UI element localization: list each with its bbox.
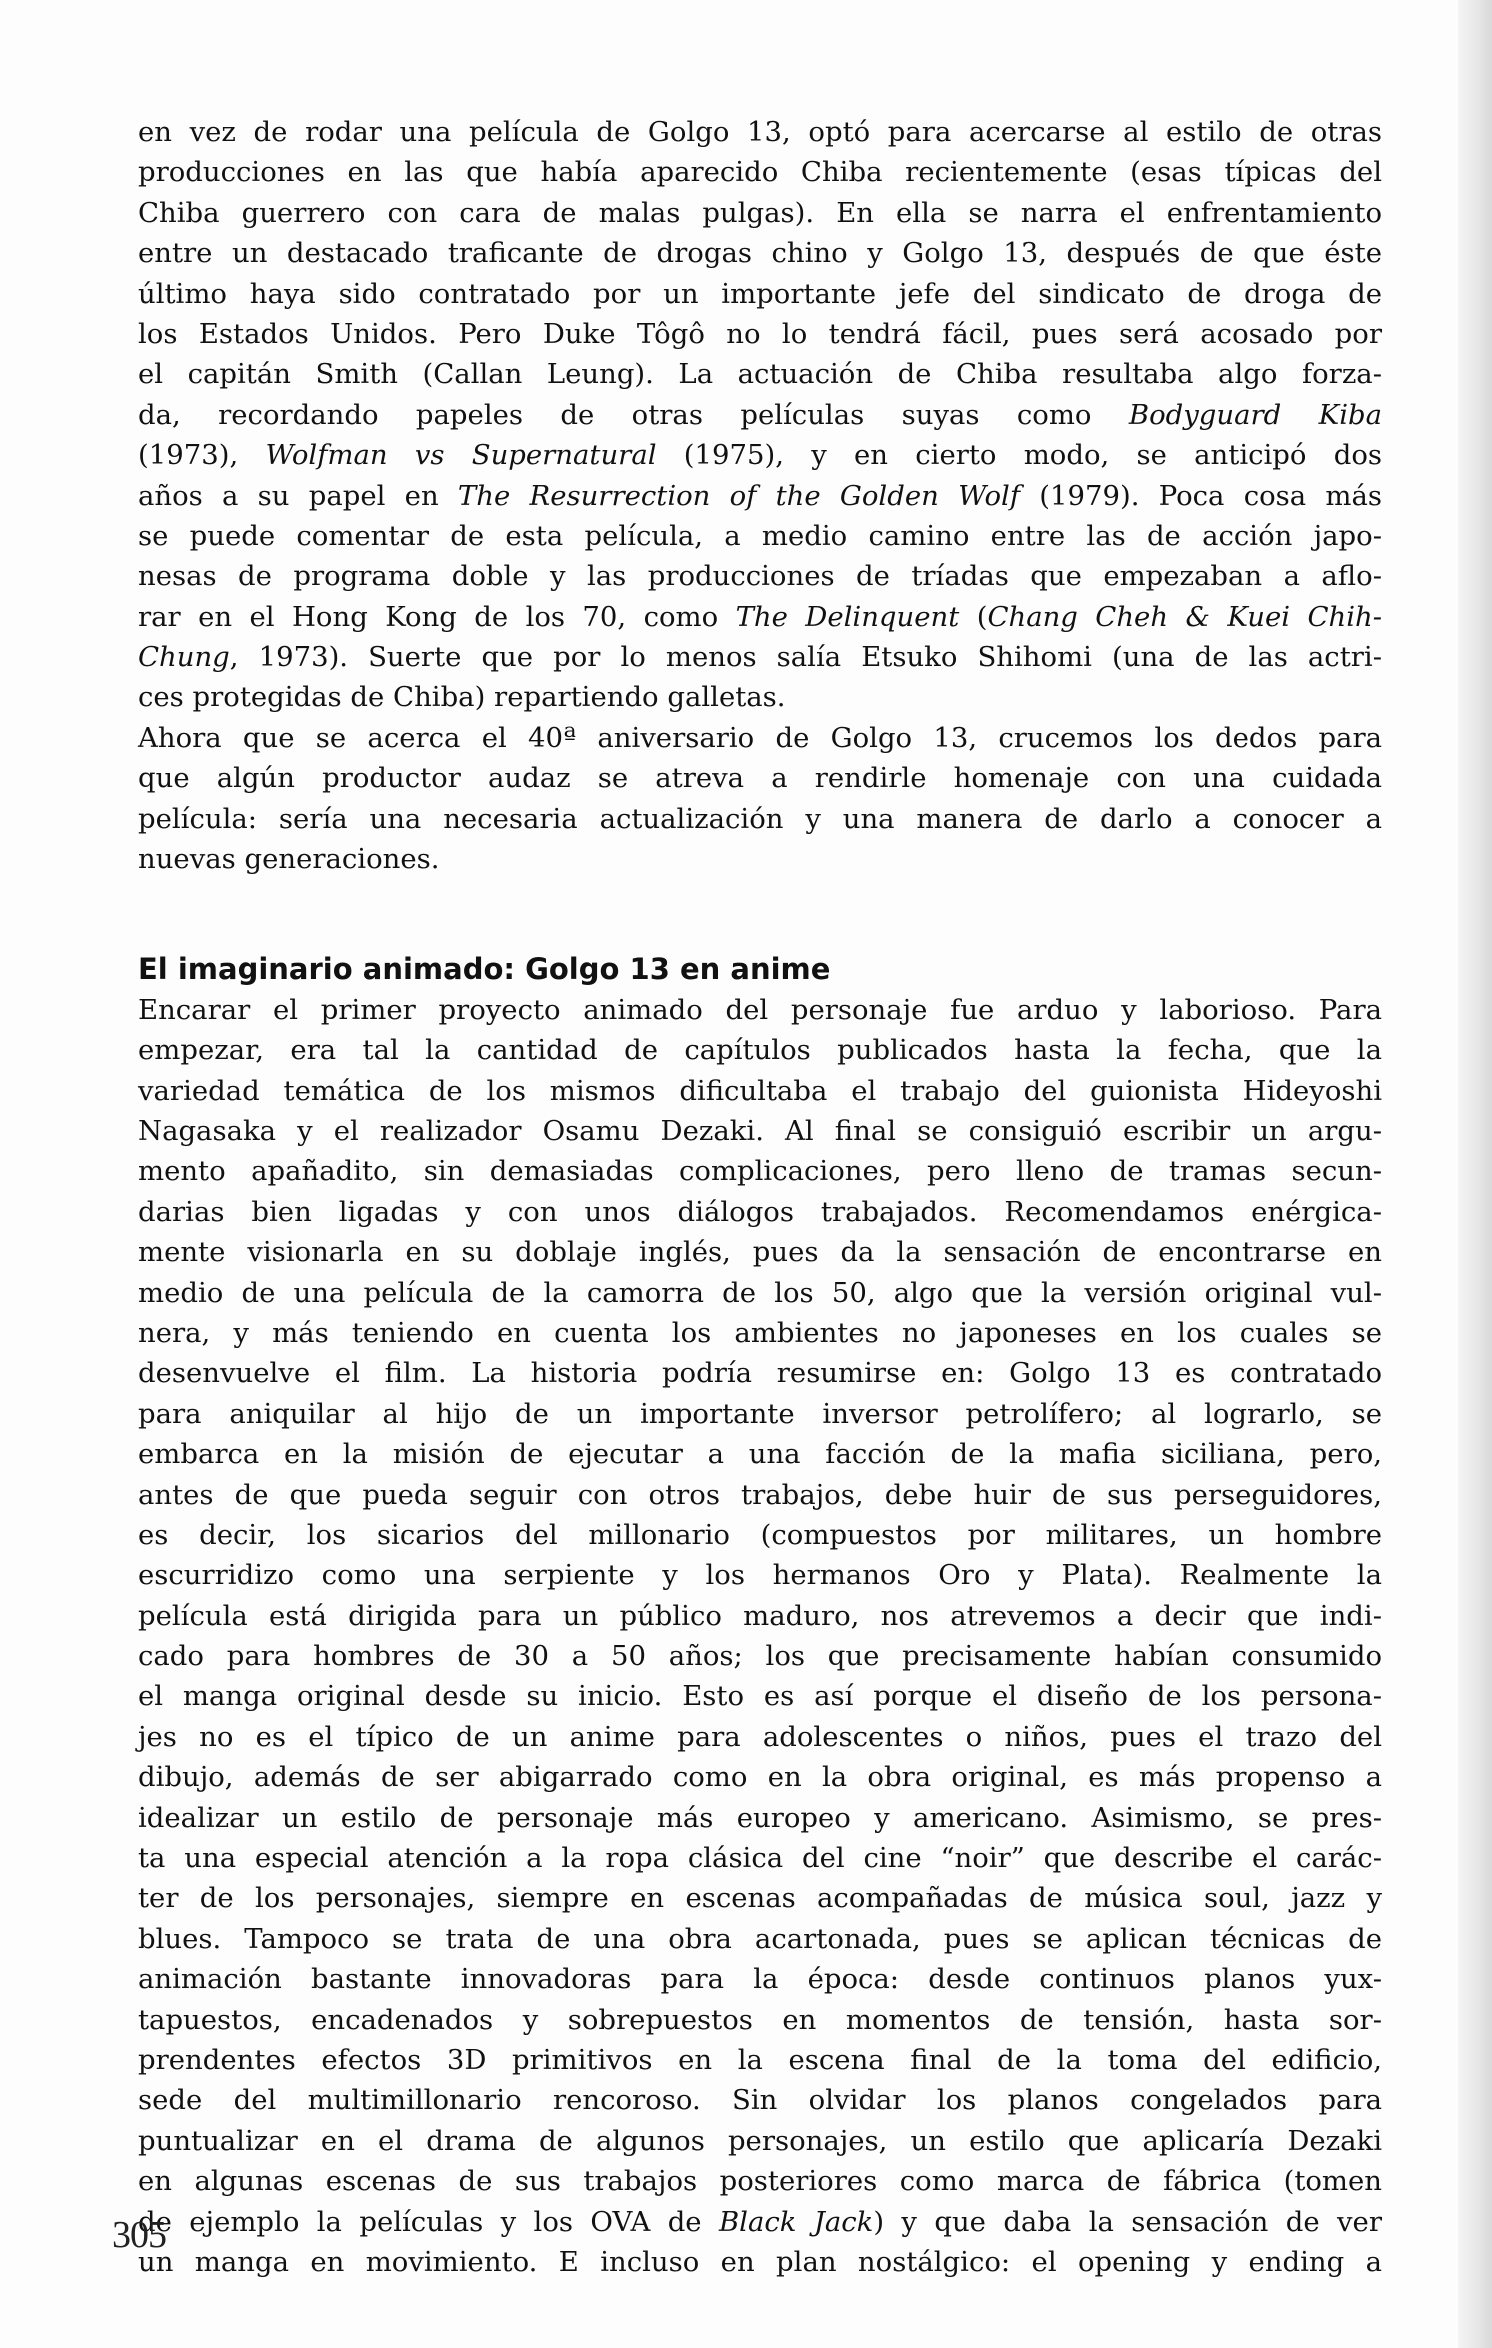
text-line: Chiba guerrero con cara de malas pulgas). En ella se narra el enfrentamiento bbox=[138, 196, 1382, 229]
text-line: de ejemplo la películas y los OVA de Black Jack) y que daba la sensación de ver bbox=[138, 2205, 1382, 2238]
text-line: ta una especial atención a la ropa clásica del cine “noir” que describe el carác- bbox=[138, 1842, 1382, 1875]
text-column bbox=[138, 112, 1382, 2282]
text-line: último haya sido contratado por un importante jefe del sindicato de droga de bbox=[138, 277, 1382, 310]
text-line: Chung, 1973). Suerte que por lo menos salía Etsuko Shihomi (una de las actri- bbox=[138, 641, 1382, 674]
text-line: ter de los personajes, siempre en escenas acompañadas de música soul, jazz y bbox=[138, 1882, 1382, 1915]
text-line: da, recordando papeles de otras películas suyas como Bodyguard Kiba bbox=[138, 398, 1382, 431]
text-line: nesas de programa doble y las producciones de tríadas que empezaban a aflo- bbox=[138, 560, 1382, 593]
section-heading: El imaginario animado: Golgo 13 en anime bbox=[138, 952, 831, 987]
director-names: Chung bbox=[138, 641, 230, 674]
text-line: Nagasaka y el realizador Osamu Dezaki. Al final se consiguió escribir un argu- bbox=[138, 1114, 1382, 1147]
text-line: entre un destacado traficante de drogas chino y Golgo 13, después de que éste bbox=[138, 237, 1382, 270]
text-line: se puede comentar de esta película, a medio camino entre las de acción japo- bbox=[138, 519, 1382, 552]
paragraph-3 bbox=[138, 990, 1382, 2283]
text-line: prendentes efectos 3D primitivos en la escena final de la toma del edificio, bbox=[138, 2043, 1382, 2076]
title-black-jack: Black Jack bbox=[718, 2205, 874, 2238]
text-line: un manga en movimiento. E incluso en plan nostálgico: el opening y ending a bbox=[138, 2245, 1382, 2278]
text-line: desenvuelve el film. La historia podría resumirse en: Golgo 13 es contratado bbox=[138, 1357, 1382, 1390]
text-line: película: sería una necesaria actualización y una manera de darlo a conocer a bbox=[138, 802, 1382, 835]
text-line: tapuestos, encadenados y sobrepuestos en momentos de tensión, hasta sor- bbox=[138, 2003, 1382, 2036]
page-gutter-shadow bbox=[1458, 0, 1492, 2348]
text-line: los Estados Unidos. Pero Duke Tôgô no lo tendrá fácil, pues será acosado por bbox=[138, 317, 1382, 350]
text-line: Ahora que se acerca el 40ª aniversario de Golgo 13, crucemos los dedos para bbox=[138, 721, 1382, 754]
text-line: idealizar un estilo de personaje más europeo y americano. Asimismo, se pres- bbox=[138, 1801, 1382, 1834]
text-line: rar en el Hong Kong de los 70, como The Delinquent (Chang Cheh & Kuei Chih- bbox=[138, 600, 1383, 633]
text-line: mente visionarla en su doblaje inglés, pues da la sensación de encontrarse en bbox=[138, 1236, 1382, 1269]
film-title: Wolfman vs Supernatural bbox=[265, 439, 657, 472]
text-line: Encarar el primer proyecto animado del personaje fue arduo y laborioso. Para bbox=[138, 993, 1382, 1026]
text-line: mento apañadito, sin demasiadas complicaciones, pero lleno de tramas secun- bbox=[138, 1155, 1382, 1188]
text-line: producciones en las que había aparecido Chiba recientemente (esas típicas del bbox=[138, 156, 1382, 189]
text-line: nuevas generaciones. bbox=[138, 843, 440, 876]
text-line: empezar, era tal la cantidad de capítulos publicados hasta la fecha, que la bbox=[138, 1034, 1382, 1067]
film-title: The Delinquent bbox=[735, 600, 960, 633]
text-line: en algunas escenas de sus trabajos posteriores como marca de fábrica (tomen bbox=[138, 2165, 1382, 2198]
text-line: película está dirigida para un público maduro, nos atrevemos a decir que indi- bbox=[138, 1599, 1382, 1632]
text-line: darias bien ligadas y con unos diálogos trabajados. Recomendamos enérgica- bbox=[138, 1195, 1382, 1228]
director-names: Chang Cheh & Kuei Chih- bbox=[987, 600, 1383, 633]
text-line: variedad temática de los mismos dificultaba el trabajo del guionista Hideyoshi bbox=[138, 1074, 1382, 1107]
text-line: blues. Tampoco se trata de una obra acartonada, pues se aplican técnicas de bbox=[138, 1922, 1382, 1955]
text-line: que algún productor audaz se atreva a rendirle homenaje con una cuidada bbox=[138, 762, 1382, 795]
page-number: 305 bbox=[112, 2214, 166, 2256]
film-title: The Resurrection of the Golden Wolf bbox=[457, 479, 1021, 512]
text-line: ces protegidas de Chiba) repartiendo galletas. bbox=[138, 681, 786, 714]
text-line: es decir, los sicarios del millonario (compuestos por militares, un hombre bbox=[138, 1518, 1382, 1551]
text-line: puntualizar en el drama de algunos personajes, un estilo que aplicaría Dezaki bbox=[138, 2124, 1382, 2157]
text-line: años a su papel en The Resurrection of the Golden Wolf (1979). Poca cosa más bbox=[138, 479, 1382, 512]
text-line: cado para hombres de 30 a 50 años; los que precisamente habían consumido bbox=[138, 1640, 1382, 1673]
text-line: para aniquilar al hijo de un importante inversor petrolífero; al lograrlo, se bbox=[138, 1397, 1382, 1430]
section-spacer bbox=[138, 879, 1382, 949]
text-line: dibujo, además de ser abigarrado como en la obra original, es más propenso a bbox=[138, 1761, 1382, 1794]
text-line: jes no es el típico de un anime para adolescentes o niños, pues el trazo del bbox=[138, 1720, 1382, 1753]
text-line: (1973), Wolfman vs Supernatural (1975), y en cierto modo, se anticipó dos bbox=[138, 439, 1382, 472]
paragraph-1 bbox=[138, 112, 1382, 718]
text-line: en vez de rodar una película de Golgo 13, optó para acercarse al estilo de otras bbox=[138, 116, 1382, 148]
text-line: embarca en la misión de ejecutar a una facción de la mafia siciliana, pero, bbox=[138, 1438, 1382, 1471]
text-line: escurridizo como una serpiente y los hermanos Oro y Plata). Realmente la bbox=[138, 1559, 1382, 1592]
paragraph-2 bbox=[138, 718, 1382, 880]
text-line: el capitán Smith (Callan Leung). La actuación de Chiba resultaba algo forza- bbox=[138, 358, 1382, 391]
text-line: antes de que pueda seguir con otros trabajos, debe huir de sus perseguidores, bbox=[138, 1478, 1382, 1511]
film-title: Bodyguard Kiba bbox=[1128, 398, 1382, 431]
text-line: animación bastante innovadoras para la época: desde continuos planos yux- bbox=[138, 1963, 1382, 1996]
text-line: medio de una película de la camorra de los 50, algo que la versión original vul- bbox=[138, 1276, 1382, 1309]
text-line: el manga original desde su inicio. Esto es así porque el diseño de los persona- bbox=[138, 1680, 1382, 1713]
text-line: nera, y más teniendo en cuenta los ambientes no japoneses en los cuales se bbox=[138, 1316, 1382, 1349]
text-line: sede del multimillonario rencoroso. Sin olvidar los planos congelados para bbox=[138, 2084, 1382, 2117]
